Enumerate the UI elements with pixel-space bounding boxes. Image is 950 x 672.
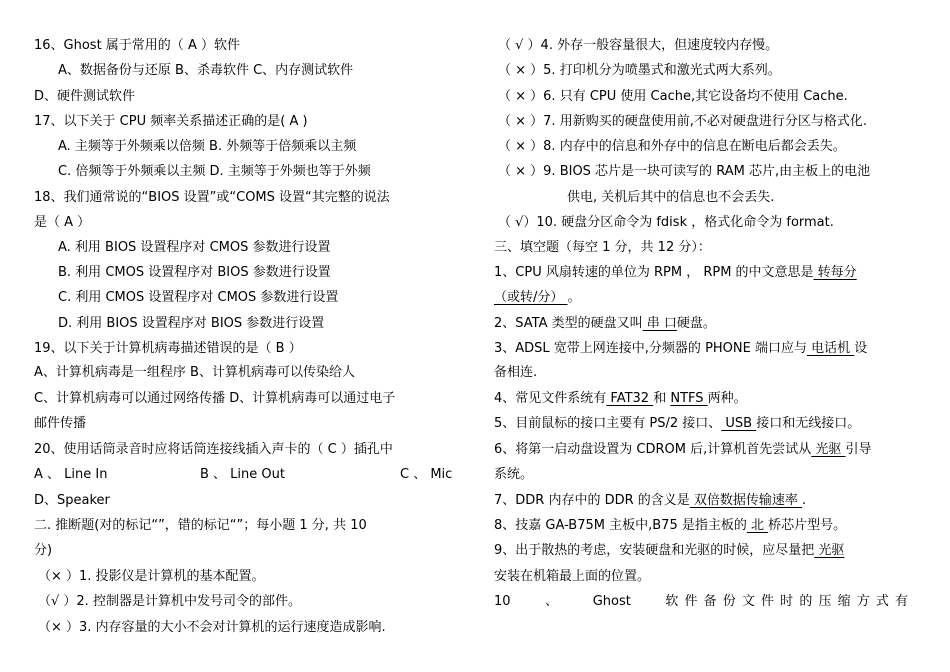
question-18: 18、我们通常说的“BIOS 设置”或“COMS 设置“其完整的说法	[34, 190, 390, 205]
fill-8-answer: 北	[746, 518, 769, 533]
question-18-continued: 是（ A ）	[34, 215, 91, 230]
question-20-option-a: A 、 Line In	[34, 467, 108, 482]
fill-4-answer-2: NTFS	[670, 391, 708, 406]
question-16-options: A、数据备份与还原 B、杀毒软件 C、内存测试软件	[58, 63, 354, 78]
fill-3-text: 3、ADSL 宽带上网连接中,分频器的 PHONE 端口应与	[494, 341, 807, 356]
fill-6-end: 引导	[845, 442, 872, 457]
fill-9	[494, 542, 844, 560]
fill-10	[494, 593, 909, 611]
section-3-heading: 三、填空题（每空 1 分，共 12 分）：	[494, 240, 711, 255]
question-18-option-c: C. 利用 CMOS 设置程序对 CMOS 参数进行设置	[58, 290, 339, 305]
section-2-heading-continued: 分)	[34, 543, 53, 558]
judgment-2: （√ ）2. 控制器是计算机中发号司令的部件。	[38, 594, 301, 609]
question-16-option-d: D、硬件测试软件	[34, 89, 136, 104]
fill-6-text: 6、将第一启动盘设置为 CDROM 后,计算机首先尝试从	[494, 442, 812, 457]
question-20-option-b: B 、 Line Out	[200, 467, 285, 482]
question-17: 17、以下关于 CPU 频率关系描述正确的是( A )	[34, 114, 308, 129]
fill-3-continued: 备相连.	[494, 365, 538, 380]
fill-4	[494, 390, 747, 408]
judgment-9-continued: 供电, 关机后其中的信息也不会丢失.	[567, 190, 775, 205]
fill-3-end: 设	[854, 341, 868, 356]
question-17-options-cd: C. 倍频等于外频乘以主频 D. 主频等于外频也等于外频	[58, 164, 371, 179]
fill-2-end: 硬盘。	[676, 316, 716, 331]
fill-4-mid: 和	[653, 391, 671, 406]
fill-2-text: 2、SATA 类型的硬盘又叫	[494, 316, 643, 331]
judgment-9: （ × ）9. BIOS 芯片是一块可读写的 RAM 芯片,由主板上的电池	[498, 164, 871, 179]
question-20-option-c: C 、 Mic	[400, 467, 453, 482]
fill-1-end: 。	[567, 290, 581, 305]
fill-6-answer: 光驱	[811, 442, 846, 457]
fill-5-text: 5、目前鼠标的接口主要有 PS/2 接口、	[494, 416, 722, 431]
fill-9-continued: 安装在机箱最上面的位置。	[494, 569, 651, 584]
question-18-option-d: D. 利用 BIOS 设置程序对 BIOS 参数进行设置	[58, 316, 325, 331]
fill-10-number: 10	[494, 594, 511, 609]
judgment-1: （× ）1. 投影仪是计算机的基本配置。	[38, 569, 265, 584]
question-17-options-ab: A. 主频等于外频乘以倍频 B. 外频等于倍频乘以主频	[58, 139, 357, 154]
judgment-5: （ × ）5. 打印机分为喷墨式和激光式两大系列。	[498, 63, 781, 78]
fill-10-text: 软 件 备 份 文 件 时 的 压 缩 方 式 有	[665, 594, 909, 609]
fill-9-answer: 光驱	[814, 543, 845, 558]
fill-4-text: 4、常见文件系统有	[494, 391, 607, 406]
section-2-heading: 二. 推断题(对的标记“”，错的标记“”；每小题 1 分, 共 10	[34, 518, 367, 533]
judgment-3: （× ）3. 内存容量的大小不会对计算机的运行速度造成影响.	[38, 620, 386, 635]
question-19-options-ab: A、计算机病毒是一组程序 B、计算机病毒可以传染给人	[34, 365, 355, 380]
fill-1-text: 1、CPU 风扇转速的单位为 RPM ， RPM 的中文意思是	[494, 265, 814, 280]
fill-7-answer: 双倍数据传输速率	[689, 493, 803, 508]
judgment-6: （ × ）6. 只有 CPU 使用 Cache,其它设备均不使用 Cache.	[498, 89, 848, 104]
question-20-option-d: D、Speaker	[34, 493, 110, 508]
fill-1	[494, 264, 857, 282]
fill-8	[494, 517, 846, 535]
fill-5	[494, 415, 860, 433]
fill-10-ghost: Ghost	[592, 594, 631, 609]
question-19: 19、以下关于计算机病毒描述错误的是（ B ）	[34, 341, 302, 356]
fill-1-answer-continued: （或转/分）	[494, 290, 568, 305]
fill-5-end: 接口和无线接口。	[756, 416, 861, 431]
fill-2-answer: 串 口	[642, 316, 677, 331]
fill-1-continued	[494, 289, 581, 307]
question-19-continued: 邮件传播	[34, 416, 87, 431]
fill-4-answer-1: FAT32	[606, 391, 654, 406]
question-19-options-cd: C、计算机病毒可以通过网络传播 D、计算机病毒可以通过电子	[34, 391, 396, 406]
judgment-4: （ √ ）4. 外存一般容量很大，但速度较内存慢。	[498, 38, 779, 53]
fill-7-end: .	[802, 493, 807, 508]
fill-6	[494, 441, 872, 459]
judgment-10: （ √）10. 硬盘分区命令为 fdisk ，格式化命令为 format.	[498, 215, 834, 230]
question-18-option-a: A. 利用 BIOS 设置程序对 CMOS 参数进行设置	[58, 240, 331, 255]
fill-3-answer: 电话机	[806, 341, 855, 356]
fill-8-text: 8、技嘉 GA-B75M 主板中,B75 是指主板的	[494, 518, 747, 533]
fill-5-answer: USB	[721, 416, 757, 431]
fill-2	[494, 315, 716, 333]
judgment-7: （ × ）7. 用新购买的硬盘使用前,不必对硬盘进行分区与格式化.	[498, 114, 867, 129]
fill-7	[494, 492, 806, 510]
fill-8-end: 桥芯片型号。	[768, 518, 847, 533]
fill-7-text: 7、DDR 内存中的 DDR 的含义是	[494, 493, 690, 508]
fill-9-text: 9、出于散热的考虑，安装硬盘和光驱的时候，应尽量把	[494, 543, 815, 558]
question-18-option-b: B. 利用 CMOS 设置程序对 BIOS 参数进行设置	[58, 265, 331, 280]
question-16: 16、Ghost 属于常用的（ A ）软件	[34, 38, 240, 53]
judgment-8: （ × ）8. 内存中的信息和外存中的信息在断电后都会丢失。	[498, 139, 846, 154]
fill-6-continued: 系统。	[494, 467, 534, 482]
fill-3	[494, 340, 867, 358]
fill-4-end: 两种。	[707, 391, 747, 406]
question-20: 20、使用话筒录音时应将话筒连接线插入声卡的（ C ）插孔中	[34, 442, 393, 457]
fill-1-answer: 转每分	[813, 265, 857, 280]
fill-10-sep: 、	[545, 594, 559, 609]
